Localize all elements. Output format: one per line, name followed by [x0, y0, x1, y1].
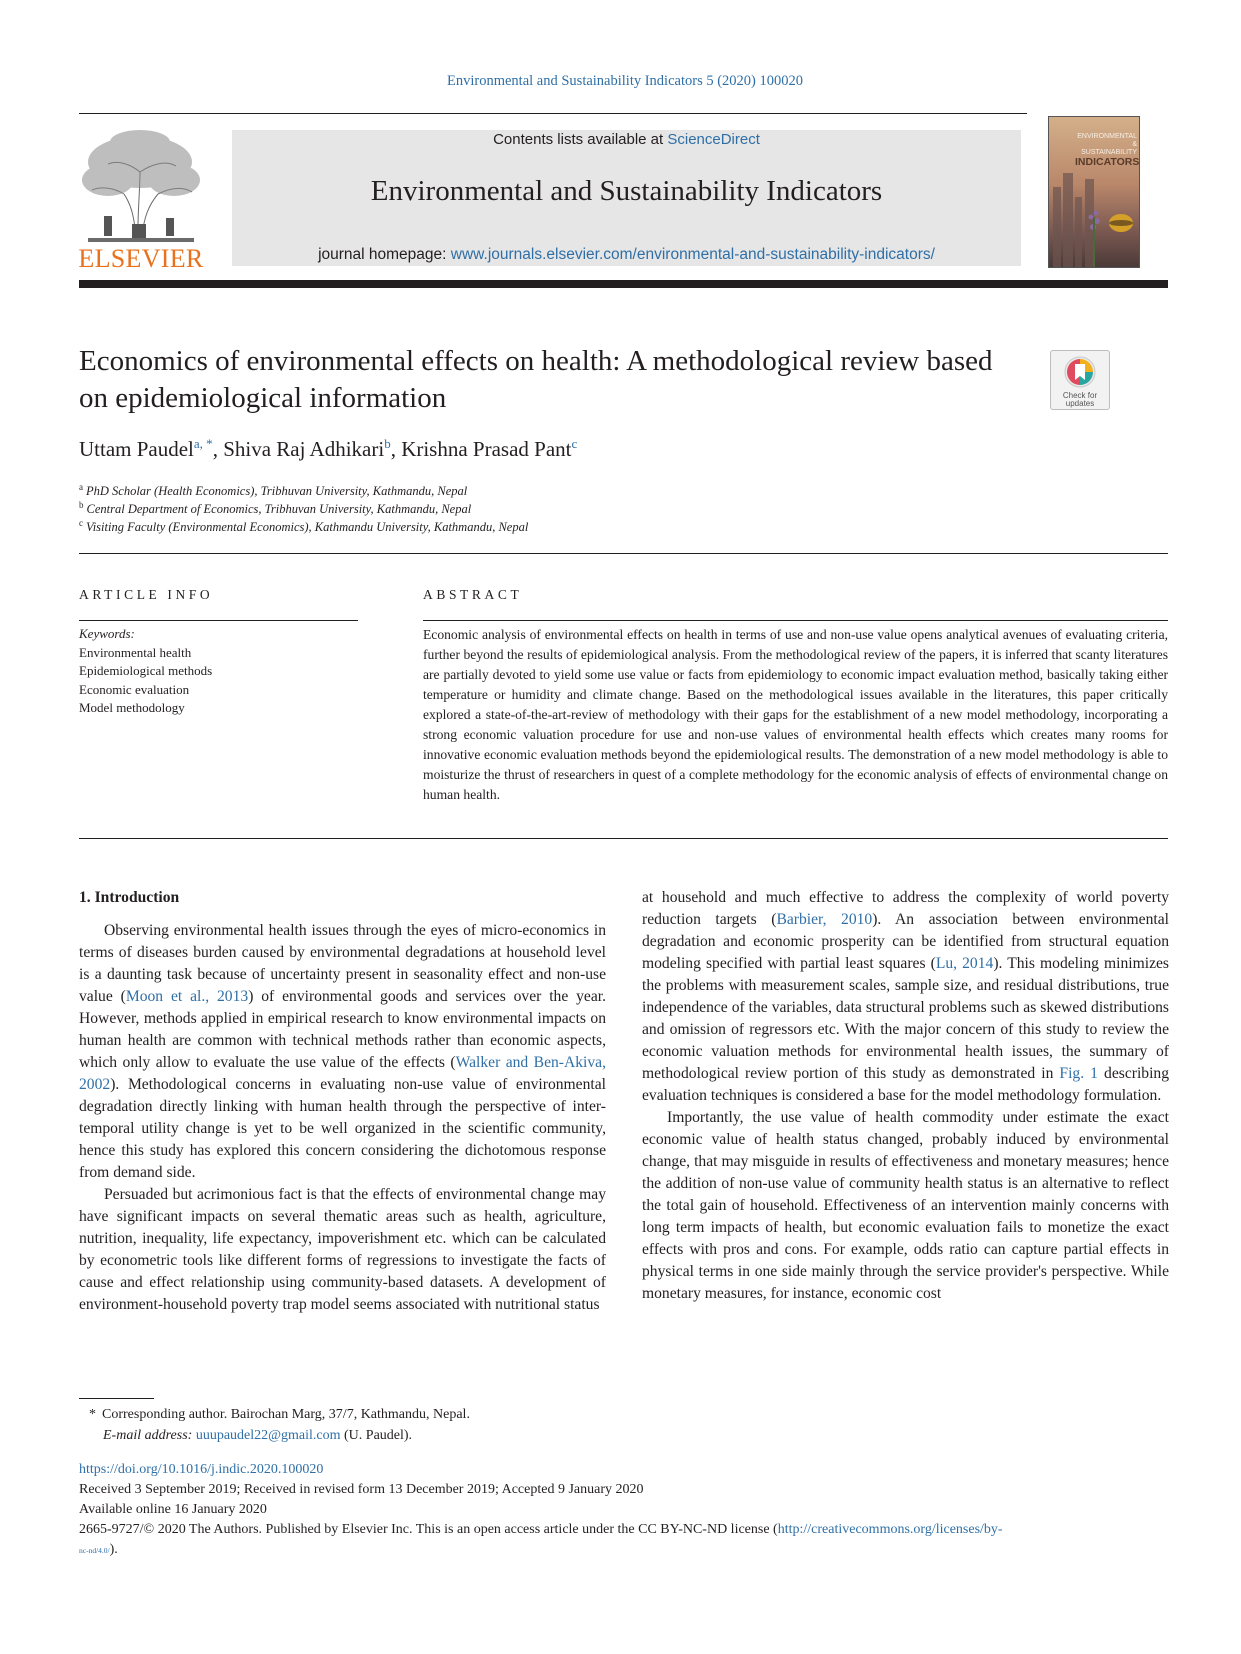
citation-link[interactable]: Barbier, 2010 — [776, 911, 873, 928]
affiliation-text: Visiting Faculty (Environmental Economics), Kathmandu University, Kathmandu, Nepal — [86, 520, 529, 534]
corresponding-author-footnote — [79, 1404, 470, 1446]
footnote-rule — [79, 1398, 154, 1399]
affiliation-text: PhD Scholar (Health Economics), Tribhuvan University, Kathmandu, Nepal — [86, 484, 468, 498]
citation-link[interactable]: Moon et al., 2013 — [125, 988, 249, 1005]
article-info-rule — [79, 620, 358, 621]
sciencedirect-link[interactable]: ScienceDirect — [667, 131, 760, 148]
keyword: Economic evaluation — [79, 681, 190, 697]
author-separator: , — [212, 437, 224, 461]
paragraph-text: ) of environmental goods and services over the year. However, methods applied in empirical research to know environmental impacts on human health are common with technical methods rather than economic aspects, which only allow to evaluate the use value of the effects ( — [79, 988, 606, 1071]
citation-link[interactable]: Walker and Ben-Akiva, 2002 — [79, 1054, 606, 1093]
paper-title: Economics of environmental effects on health: A methodological review based on epidemiological information — [79, 345, 993, 414]
cover-title-big: INDICATORS — [1075, 156, 1140, 168]
citation-link[interactable]: Fig. 1 — [1059, 1065, 1098, 1082]
author-affiliation-mark[interactable]: c — [571, 436, 578, 451]
doi-link[interactable]: https://doi.org/10.1016/j.indic.2020.100020 — [79, 1462, 324, 1477]
body-column-right — [642, 887, 1169, 1305]
body-paragraph — [642, 1107, 1169, 1305]
affiliation-mark: c — [79, 518, 83, 528]
right-paragraphs — [642, 887, 1169, 1305]
received-dates: Received 3 September 2019; Received in revised form 13 December 2019; Accepted 9 January 2020 — [79, 1482, 644, 1497]
body-paragraph — [642, 887, 1169, 1107]
body-paragraph — [79, 920, 606, 1184]
author-list — [79, 436, 577, 462]
paragraph-text: ). An association between environmental degradation and economic prosperity can be identified from structural equation modeling specified with partial least squares ( — [642, 911, 1169, 972]
homepage-link[interactable]: www.journals.elsevier.com/environmental-and-sustainability-indicators/ — [450, 246, 935, 263]
corresponding-author-text: Corresponding author. Bairochan Marg, 37/7, Kathmandu, Nepal. — [102, 1407, 470, 1422]
affiliation-text: Central Department of Economics, Tribhuvan University, Kathmandu, Nepal — [86, 502, 472, 516]
author-separator: , — [390, 437, 402, 461]
author-name: Shiva Raj Adhikari — [223, 437, 385, 461]
license-line — [79, 1520, 1171, 1540]
crossmark-label-2: updates — [1065, 399, 1095, 408]
body-paragraph — [79, 1184, 606, 1316]
journal-cover-thumbnail[interactable] — [1048, 116, 1140, 268]
affiliation-mark: a — [79, 482, 83, 492]
email-link[interactable]: uuupaudel22@gmail.com — [195, 1428, 341, 1443]
paragraph-text: Importantly, the use value of health commodity under estimate the exact economic value of health status changed, probably induced by environmental change, that may misguide in results of effectiveness and monetary measures; hence the addition of non-use value of community health status is an alternative to reflect the total gain of household. Effectiveness of an intervention mainly concerns with long term impacts of health, but economic evaluation fails to monetize the exact effects with pros and cons. For example, odds ratio can capture partial effects in physical terms in one side mainly through the service provider's perspective. While monetary measures, for instance, economic cost — [642, 1109, 1169, 1302]
author-name: Uttam Paudel — [79, 437, 194, 461]
abstract-rule — [423, 620, 1168, 621]
license-line-2 — [79, 1540, 1171, 1561]
keywords-block — [79, 625, 212, 718]
license-link-continued[interactable]: nc-nd/4.0/ — [79, 1546, 110, 1555]
homepage-line — [232, 246, 1021, 264]
journal-title: Environmental and Sustainability Indicators — [370, 175, 883, 207]
author-affiliation-mark[interactable]: b — [384, 436, 391, 451]
masthead-rule — [79, 280, 1168, 288]
section-heading: 1. Introduction — [79, 889, 180, 906]
contents-prefix: Contents lists available at — [493, 131, 668, 148]
paragraph-text: Observing environmental health issues through the eyes of micro-economics in terms of diseases burden caused by environmental degradations at household level is a daunting task because of uncertainty present in seasonality effect and non-use value ( — [79, 922, 606, 1005]
crossmark-label-1: Check for — [1062, 391, 1098, 400]
body-column-left — [79, 887, 606, 1316]
paragraph-text: ). Methodological concerns in evaluating non-use value of environmental degradation directly linking with human health through the perspective of inter-temporal utility change is yet to be well organized in the scientific community, hence this study has explored this concern considering the dichotomous response from demand side. — [79, 1076, 606, 1181]
email-label: E-mail address: — [103, 1428, 193, 1443]
keywords-label: Keywords: — [79, 626, 135, 641]
abstract-text: Economic analysis of environmental effects on health in terms of use and non-use value opens analytical avenues of evaluating criteria, further beyond the results of epidemiological analysis. From the methodological review of the papers, it is inferred that scanty literatures are partially devoted to yield some use value or facts from epidemiology to economic impact evaluation method, basically taking either temperature or humidity and climate change. Based on the methodological issues available in the literatures, this paper critically explored a state-of-the-art-review of methodology with their gaps for the establishment of a new model methodology, incorporating a strong economic valuation procedure for use and non-use values of environmental health effects which creates many rooms for innovative economic evaluation methods beyond the epidemiological results. The demonstration of a new model methodology is able to moisturize the thrust of researchers in quest of a complete methodology for the economic analysis of effects of environmental change on human health. — [423, 627, 1168, 802]
affiliation — [79, 482, 467, 499]
article-info-heading: ARTICLE INFO — [79, 587, 214, 602]
contents-line — [232, 131, 1021, 148]
abstract-heading: ABSTRACT — [423, 587, 523, 602]
cover-title-small: ENVIRONMENTAL & SUSTAINABILITY — [1077, 133, 1137, 156]
cover-title — [1075, 133, 1140, 168]
journal-reference[interactable]: Environmental and Sustainability Indicators 5 (2020) 100020 — [447, 73, 803, 89]
left-paragraphs — [79, 920, 606, 1316]
license-text: 2665-9727/© 2020 The Authors. Published by Elsevier Inc. This is an open access article under the CC BY-NC-ND license ( — [79, 1522, 778, 1537]
article-footer — [79, 1460, 1171, 1561]
paragraph-text: at household and much effective to address the complexity of world poverty reduction targets ( — [642, 889, 1169, 928]
crossmark-icon — [1051, 351, 1109, 409]
author-name: Krishna Prasad Pant — [401, 437, 572, 461]
keyword: Environmental health — [79, 644, 192, 660]
license-link[interactable]: http://creativecommons.org/licenses/by- — [777, 1522, 1003, 1537]
section-rule — [79, 553, 1168, 554]
citation-link[interactable]: Lu, 2014 — [935, 955, 994, 972]
homepage-prefix: journal homepage: — [318, 246, 451, 263]
available-online: Available online 16 January 2020 — [79, 1502, 267, 1517]
paragraph-text: describing evaluation techniques is considered a base for the model methodology formulation. — [642, 1065, 1169, 1104]
keyword: Model methodology — [79, 700, 185, 715]
affiliation — [79, 518, 528, 535]
affiliation-mark: b — [79, 500, 84, 510]
author-affiliation-mark[interactable]: a, * — [193, 436, 213, 451]
footnote-mark: * — [89, 1407, 96, 1422]
check-for-updates-badge[interactable] — [1050, 350, 1110, 410]
license-suffix: ). — [109, 1542, 118, 1557]
paragraph-text: ). This modeling minimizes the problems with measurement scales, sample size, and residual distributions, true independence of the variables, data structural problems such as skewed distributions and omission of regressors etc. With the major concern of this study to review the economic valuation methods for environmental health issues, the summary of methodological review portion of this study as demonstrated in — [642, 955, 1169, 1082]
elsevier-wordmark: ELSEVIER — [78, 244, 204, 273]
section-rule — [79, 838, 1168, 839]
affiliation — [79, 500, 471, 517]
keyword: Epidemiological methods — [79, 663, 213, 678]
header-rule — [79, 113, 1027, 114]
email-suffix: (U. Paudel). — [340, 1428, 413, 1443]
paragraph-text: Persuaded but acrimonious fact is that the effects of environmental change may have significant impacts on several thematic areas such as health, agriculture, nutrition, inequality, life expectancy, impoverishment etc. which can be calculated by econometric tools like different forms of regressions to investigate the facts of cause and effect relationship using community-based datasets. A development of environment-household poverty trap model seems associated with nutritional status — [79, 1186, 606, 1313]
